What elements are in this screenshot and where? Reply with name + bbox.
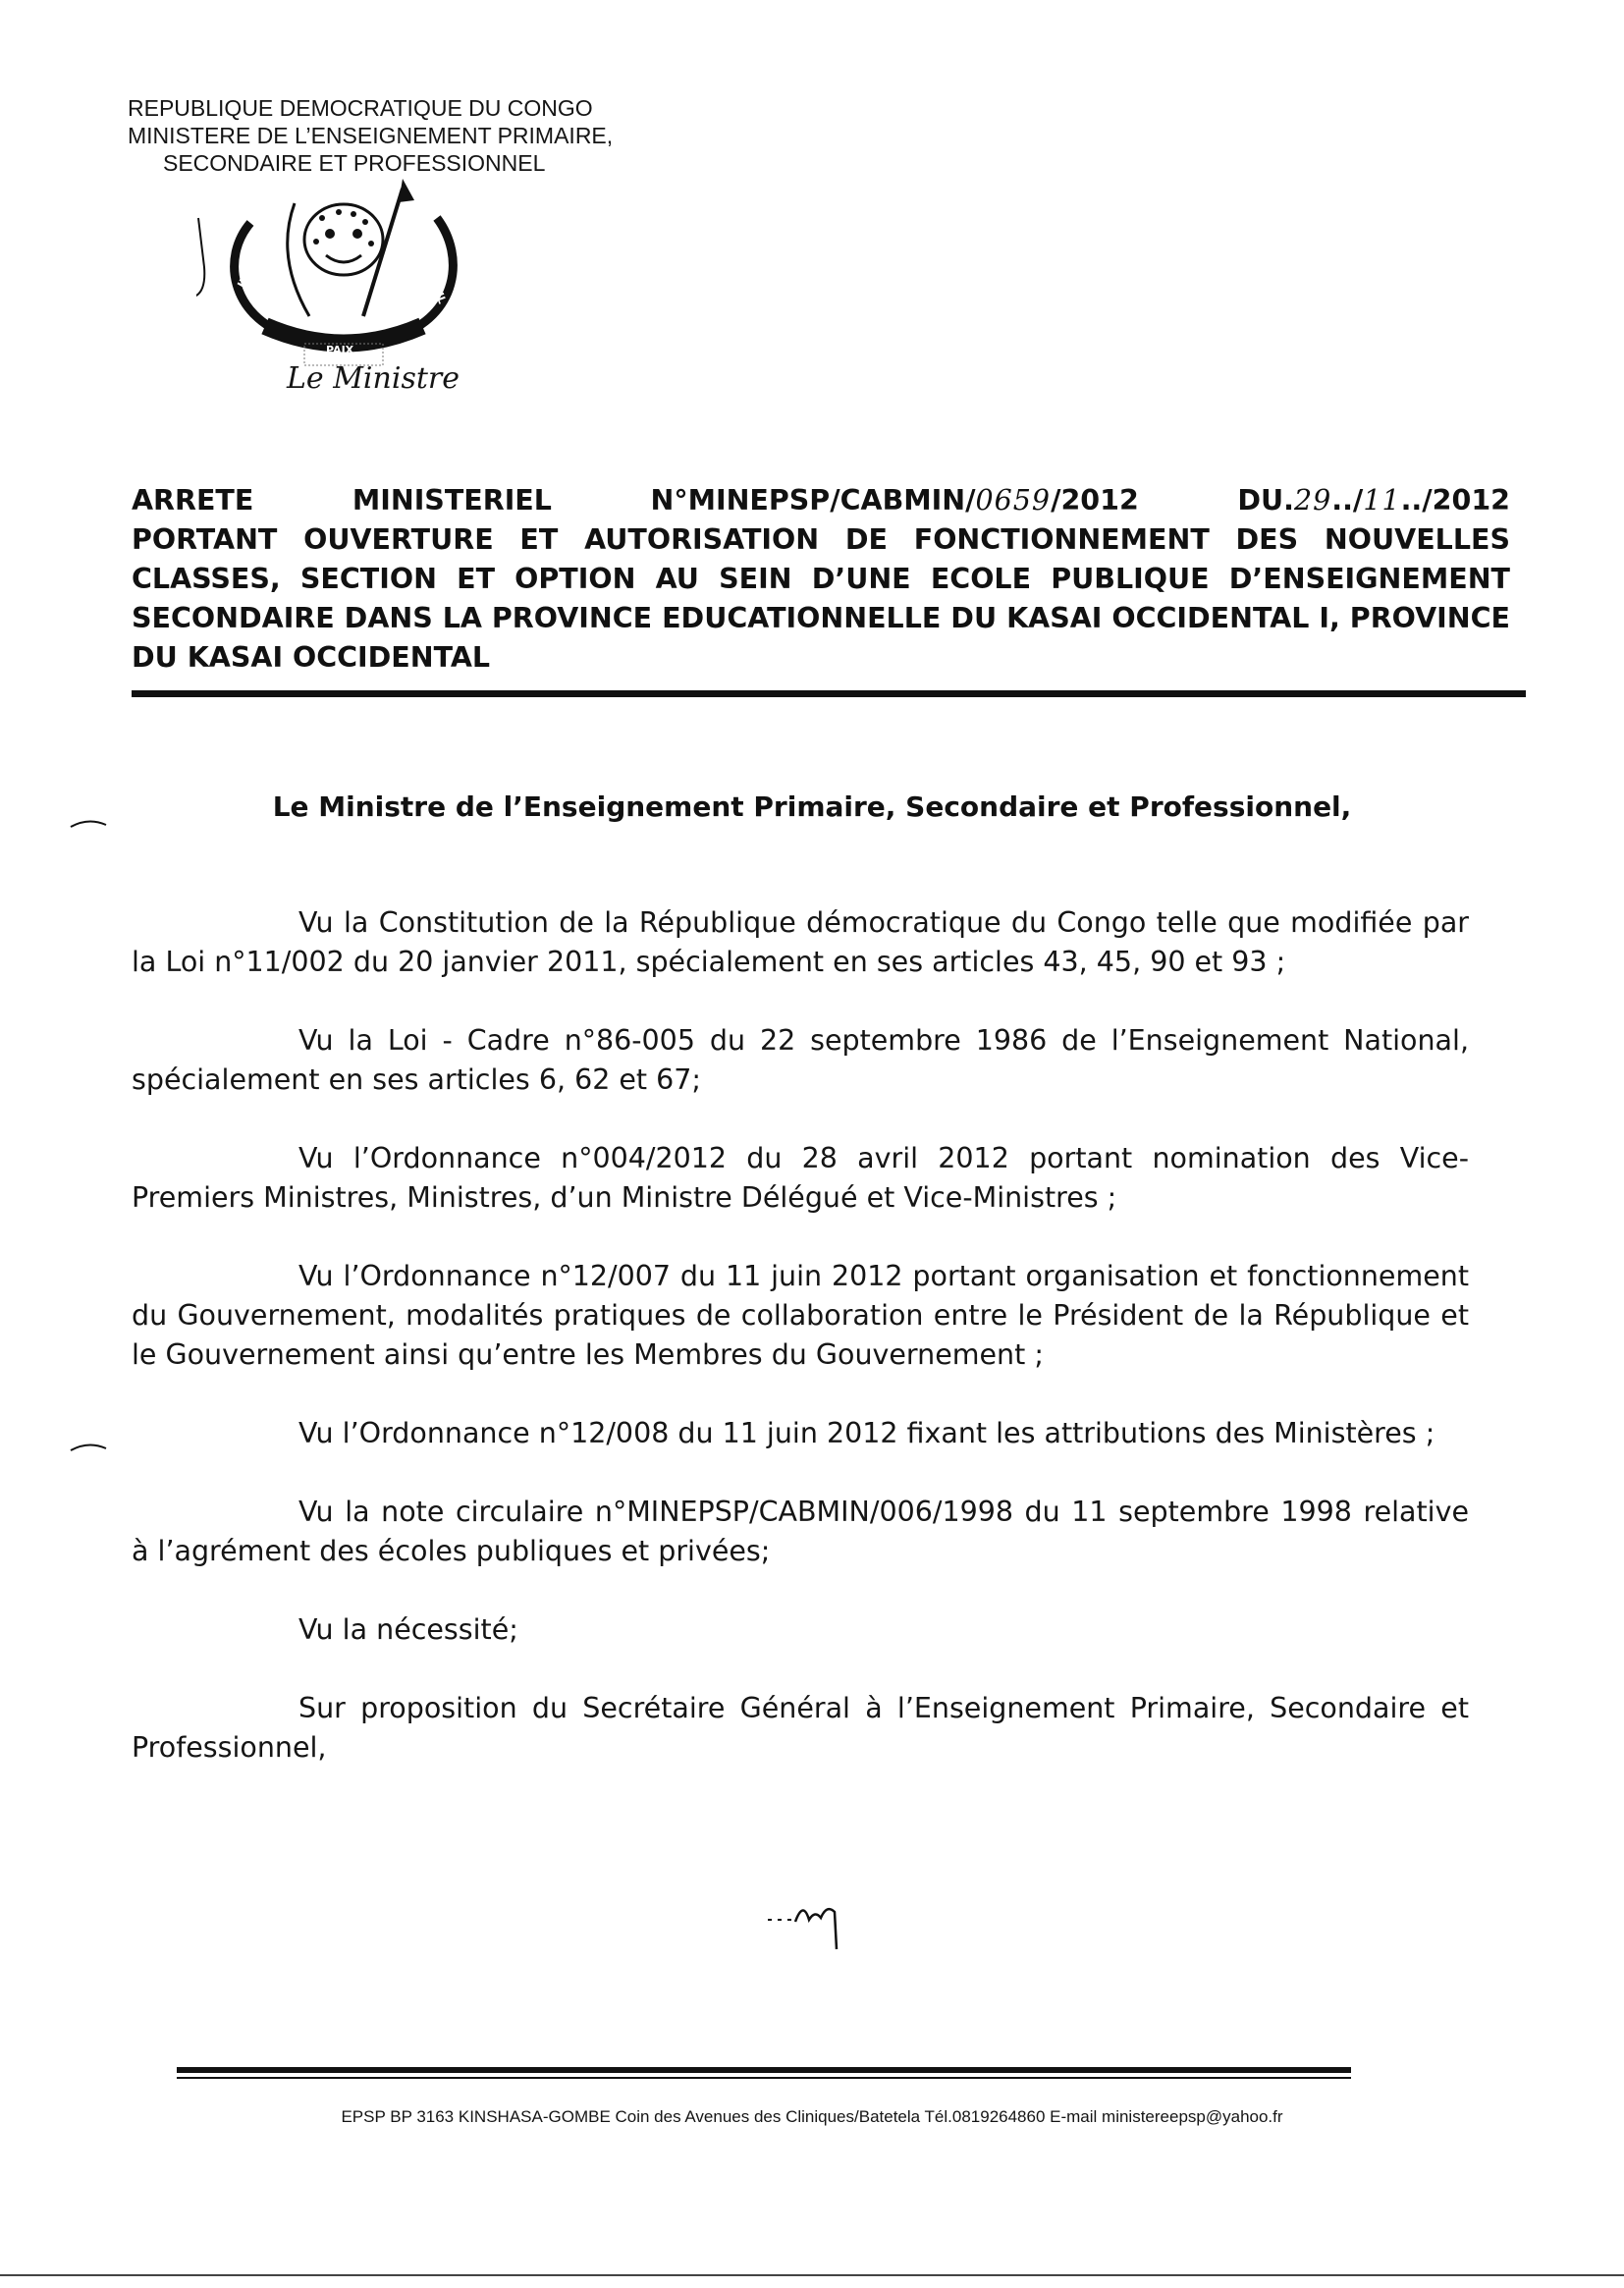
decree-title-rest: PORTANT OUVERTURE ET AUTORISATION DE FONCTIONNEMENT DES NOUVELLES CLASSES, SECTION ET OPTION AU SEIN D’UNE ECOLE PUBLIQUE D’ENSEIGNEMENT SECONDAIRE DANS LA PROVINCE EDUCATIONNELLE DU KASAI OCCIDENTAL I, PROVINCE DU KASAI OCCIDENTAL — [132, 523, 1510, 674]
handwritten-month: 11 — [1363, 484, 1401, 517]
paragraph-note-circulaire: Vu la note circulaire n°MINEPSP/CABMIN/006/1998 du 11 septembre 1998 relative à l’agrément des écoles publiques et privées; — [132, 1496, 1469, 1567]
title-number-prefix: N°MINEPSP/CABMIN/ — [650, 484, 976, 517]
title-du: DU — [1237, 484, 1284, 517]
title-date: DU.29../11../2012 — [1237, 484, 1510, 517]
motto-justice: JUSTICE — [235, 243, 270, 291]
margin-mark — [69, 1439, 108, 1454]
scan-edge — [0, 2274, 1624, 2276]
handwritten-day: 29 — [1294, 484, 1332, 517]
paragraph-necessite: Vu la nécessité; — [298, 1613, 518, 1646]
footer-contact: EPSP BP 3163 KINSHASA-GOMBE Coin des Avenues des Cliniques/Batetela Tél.0819264860 E-mail ministereepsp@yahoo.fr — [341, 2107, 1283, 2126]
coat-of-arms-emblem — [196, 179, 491, 385]
paragraph-ordonnance-attributions: Vu l’Ordonnance n°12/008 du 11 juin 2012 fixant les attributions des Ministères ; — [298, 1417, 1435, 1449]
title-arrete: ARRETE — [132, 484, 254, 517]
ministry-header — [128, 94, 697, 177]
title-number-year: /2012 — [1051, 484, 1139, 517]
motto-paix: PAIX — [326, 344, 354, 356]
title-divider — [132, 690, 1526, 697]
decree-body — [132, 903, 1469, 1807]
minister-heading: Le Ministre de l’Enseignement Primaire, Secondaire et Professionnel, — [272, 790, 1352, 823]
signatory-title: Le Ministre — [287, 361, 460, 396]
paragraph-ordonnance-organisation: Vu l’Ordonnance n°12/007 du 11 juin 2012 portant organisation et fonctionnement du Gouvernement, modalités pratiques de collaboration entre le Président de la République et le Gouvernement ainsi qu’entre les Membres du Gouvernement ; — [132, 1260, 1469, 1371]
paragraph-ordonnance-nomination: Vu l’Ordonnance n°004/2012 du 28 avril 2012 portant nomination des Vice-Premiers Ministres, Ministres, d’un Ministre Délégué et Vice-Ministres ; — [132, 1142, 1469, 1214]
footer-rule — [177, 2067, 1351, 2073]
header-ministry: MINISTERE DE L’ENSEIGNEMENT PRIMAIRE, — [128, 123, 614, 148]
margin-mark — [69, 815, 108, 831]
handwritten-initials — [766, 1890, 864, 1969]
paragraph-proposition: Sur proposition du Secrétaire Général à l’Enseignement Primaire, Secondaire et Professionnel, — [132, 1692, 1469, 1764]
title-number — [651, 481, 1139, 520]
header-country: REPUBLIQUE DEMOCRATIQUE DU CONGO — [128, 95, 593, 121]
footer-rule-thin — [177, 2077, 1351, 2079]
title-date-year: /2012 — [1422, 484, 1510, 517]
paragraph-loi-cadre: Vu la Loi - Cadre n°86-005 du 22 septembre 1986 de l’Enseignement National, spécialement en ses articles 6, 62 et 67; — [132, 1024, 1469, 1096]
decree-title-first-line — [132, 481, 1510, 520]
paragraph-constitution: Vu la Constitution de la République démocratique du Congo telle que modifiée par la Loi n°11/002 du 20 janvier 2011, spécialement en ses articles 43, 45, 90 et 93 ; — [132, 906, 1469, 978]
handwritten-decree-number: 0659 — [975, 484, 1052, 517]
header-ministry-cont: SECONDAIRE ET PROFESSIONNEL — [163, 150, 546, 176]
decree-title — [132, 481, 1510, 678]
motto-travail: TRAVAIL — [419, 253, 449, 306]
title-ministeriel: MINISTERIEL — [352, 484, 552, 517]
